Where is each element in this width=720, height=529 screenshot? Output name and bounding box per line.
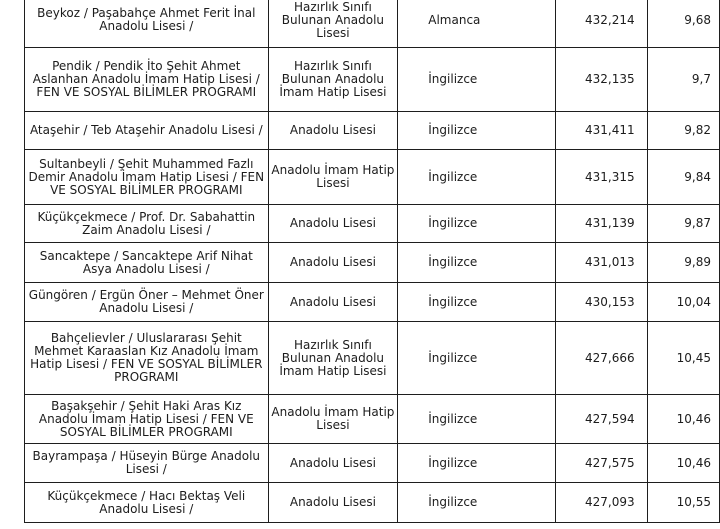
school-type-cell xyxy=(268,483,398,523)
percentile: 9,82 xyxy=(684,123,711,137)
percentile: 10,04 xyxy=(676,294,711,309)
score: 431,315 xyxy=(584,169,635,184)
language: İngilizce xyxy=(428,294,478,309)
school-type: Hazırlık Sınıfı Bulunan Anadolu İmam Hatip Lisesi xyxy=(279,59,387,99)
percentile-cell xyxy=(647,483,719,523)
school-name: Güngören / Ergün Öner – Mehmet Öner Anadolu Lisesi / xyxy=(28,288,264,315)
school-cell xyxy=(25,205,269,243)
percentile-cell xyxy=(647,395,719,444)
percentile: 9,89 xyxy=(684,255,711,269)
table-row xyxy=(25,150,720,205)
school-type-cell xyxy=(268,112,398,150)
score-cell xyxy=(556,283,647,322)
school-type-cell xyxy=(268,150,398,205)
percentile: 9,87 xyxy=(684,216,711,230)
score-cell xyxy=(556,0,647,48)
language-cell xyxy=(398,322,556,395)
percentile: 9,68 xyxy=(684,12,711,27)
school-type: Hazırlık Sınıfı Bulunan Anadolu Lisesi xyxy=(281,0,385,40)
percentile-cell xyxy=(647,150,719,205)
language-cell xyxy=(398,444,556,483)
language-cell xyxy=(398,48,556,112)
language-cell xyxy=(398,243,556,283)
language: İngilizce xyxy=(428,495,478,509)
score-cell xyxy=(556,150,647,205)
school-cell xyxy=(25,322,269,395)
school-type: Hazırlık Sınıfı Bulunan Anadolu İmam Hatip Lisesi xyxy=(279,337,387,378)
language-cell xyxy=(398,283,556,322)
school-cell xyxy=(25,112,269,150)
language: İngilizce xyxy=(428,216,478,230)
score: 431,139 xyxy=(584,216,635,230)
percentile-cell xyxy=(647,322,719,395)
table-row xyxy=(25,243,720,283)
school-name: Bahçelievler / Uluslararası Şehit Mehmet Karaaslan Kız Anadolu İmam Hatip Lisesi / FEN VE SOSYAL BİLİMLER PROGRAMI xyxy=(30,331,263,384)
language: Almanca xyxy=(428,12,481,27)
language-cell xyxy=(398,395,556,444)
language: İngilizce xyxy=(428,123,478,137)
school-type: Anadolu Lisesi xyxy=(289,255,376,269)
school-type-cell xyxy=(268,283,398,322)
table-row xyxy=(25,205,720,243)
language: İngilizce xyxy=(428,350,478,365)
school-name: Sancaktepe / Sancaktepe Arif Nihat Asya Anadolu Lisesi / xyxy=(39,248,253,276)
score-cell xyxy=(556,483,647,523)
percentile-cell xyxy=(647,243,719,283)
school-type-cell xyxy=(268,322,398,395)
school-type-cell xyxy=(268,243,398,283)
language-cell xyxy=(398,483,556,523)
language-cell xyxy=(398,205,556,243)
score: 432,135 xyxy=(584,72,635,86)
score-cell xyxy=(556,395,647,444)
table-row xyxy=(25,112,720,150)
school-type-cell xyxy=(268,205,398,243)
percentile: 10,46 xyxy=(676,455,711,470)
language: İngilizce xyxy=(428,455,478,470)
school-type: Anadolu İmam Hatip Lisesi xyxy=(271,405,395,432)
language: İngilizce xyxy=(428,255,478,269)
score-cell xyxy=(556,205,647,243)
language: İngilizce xyxy=(428,411,478,426)
percentile: 10,46 xyxy=(676,411,711,426)
language: İngilizce xyxy=(428,72,478,86)
percentile-cell xyxy=(647,444,719,483)
school-cell xyxy=(25,395,269,444)
school-cell xyxy=(25,150,269,205)
school-type-cell xyxy=(268,395,398,444)
school-name: Küçükçekmece / Prof. Dr. Sabahattin Zaim Anadolu Lisesi / xyxy=(37,209,256,237)
school-type: Anadolu Lisesi xyxy=(289,123,376,137)
school-cell xyxy=(25,243,269,283)
table-row xyxy=(25,444,720,483)
score: 427,666 xyxy=(584,350,635,365)
percentile: 10,45 xyxy=(676,350,711,365)
table-row xyxy=(25,483,720,523)
school-cell xyxy=(25,0,269,48)
table-row xyxy=(25,48,720,112)
table-row xyxy=(25,283,720,322)
school-name: Ataşehir / Teb Ataşehir Anadolu Lisesi / xyxy=(29,123,263,137)
language-cell xyxy=(398,0,556,48)
score-cell xyxy=(556,322,647,395)
school-name: Küçükçekmece / Hacı Bektaş Veli Anadolu Lisesi / xyxy=(47,488,246,516)
school-type: Anadolu Lisesi xyxy=(289,294,376,309)
score-cell xyxy=(556,48,647,112)
score: 431,411 xyxy=(584,123,635,137)
school-name: Beykoz / Paşabahçe Ahmet Ferit İnal Anadolu Lisesi / xyxy=(37,6,256,33)
percentile-cell xyxy=(647,283,719,322)
school-cell xyxy=(25,483,269,523)
score: 431,013 xyxy=(584,255,635,269)
language-cell xyxy=(398,150,556,205)
school-name: Sultanbeyli / Şehit Muhammed Fazlı Demir Anadolu İmam Hatip Lisesi / FEN VE SOSYAL BİLİMLER PROGRAMI xyxy=(28,156,265,197)
percentile: 10,55 xyxy=(676,495,711,509)
score-cell xyxy=(556,243,647,283)
results-table xyxy=(24,0,720,523)
score-cell xyxy=(556,444,647,483)
percentile: 9,84 xyxy=(684,169,711,184)
school-cell xyxy=(25,444,269,483)
percentile-cell xyxy=(647,48,719,112)
percentile-cell xyxy=(647,0,719,48)
score: 430,153 xyxy=(584,294,635,309)
school-name: Bayrampaşa / Hüseyin Bürge Anadolu Lisesi / xyxy=(32,449,261,476)
language-cell xyxy=(398,112,556,150)
school-name: Pendik / Pendik İto Şehit Ahmet Aslanhan Anadolu İmam Hatip Lisesi / FEN VE SOSYAL BİLİMLER PROGRAMI xyxy=(32,59,260,99)
school-cell xyxy=(25,48,269,112)
school-type-cell xyxy=(268,444,398,483)
table-row xyxy=(25,0,720,48)
school-name: Başakşehir / Şehit Haki Aras Kız Anadolu İmam Hatip Lisesi / FEN VE SOSYAL BİLİMLER PROGRAMI xyxy=(38,398,254,439)
table-row xyxy=(25,322,720,395)
score: 427,093 xyxy=(584,495,635,509)
percentile: 9,7 xyxy=(691,72,711,86)
score: 432,214 xyxy=(584,12,635,27)
percentile-cell xyxy=(647,112,719,150)
school-type-cell xyxy=(268,48,398,112)
school-type: Anadolu Lisesi xyxy=(289,455,376,470)
score: 427,575 xyxy=(584,455,635,470)
percentile-cell xyxy=(647,205,719,243)
language: İngilizce xyxy=(428,169,478,184)
school-type: Anadolu İmam Hatip Lisesi xyxy=(271,163,395,190)
school-type: Anadolu Lisesi xyxy=(289,495,376,509)
school-type: Anadolu Lisesi xyxy=(289,216,376,230)
score-cell xyxy=(556,112,647,150)
score: 427,594 xyxy=(584,411,635,426)
school-cell xyxy=(25,283,269,322)
school-type-cell xyxy=(268,0,398,48)
table-row xyxy=(25,395,720,444)
